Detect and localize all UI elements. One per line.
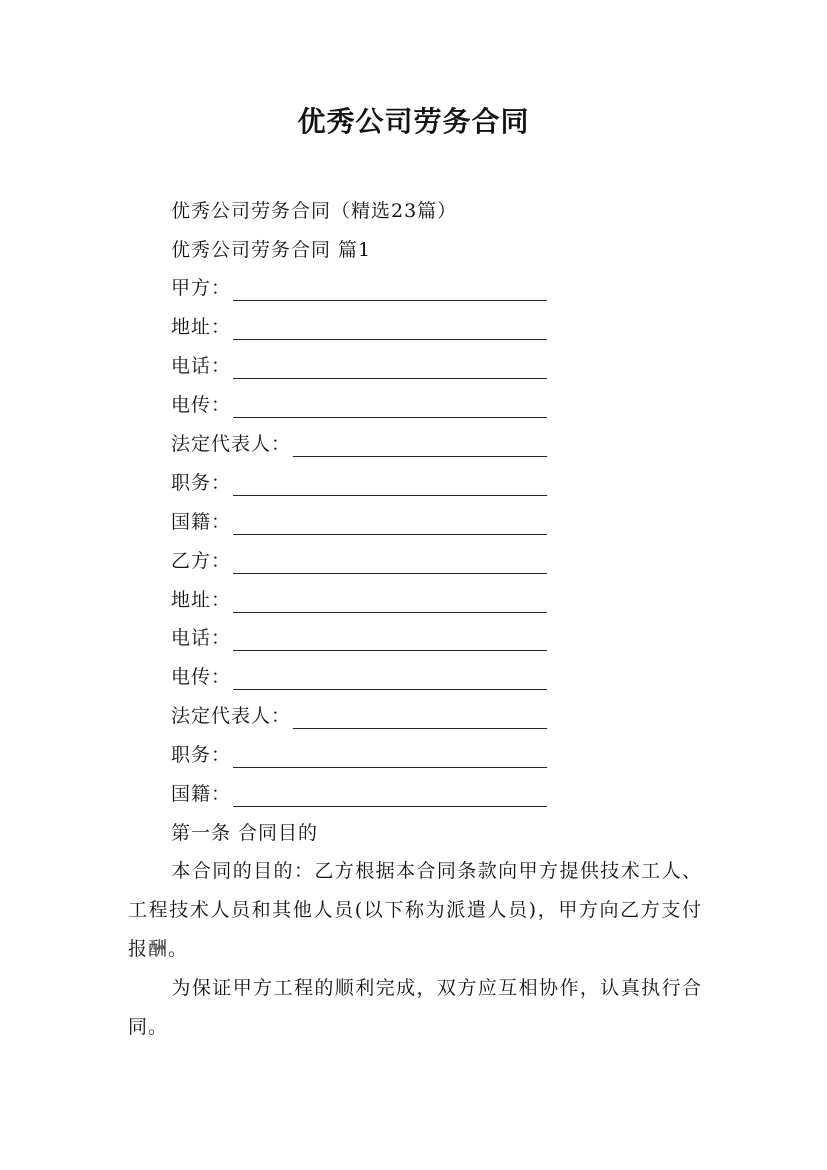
document-title: 优秀公司劳务合同 — [297, 105, 530, 138]
party-b-phone-field — [171, 625, 547, 651]
article-heading: 第一条 合同目的 — [171, 822, 319, 844]
paragraph-text: 本合同的目的：乙方根据本合同条款向甲方提供技术工人、工程技术人员和其他人员(以下称为派遣人员)，甲方向乙方支付报酬。 — [128, 860, 702, 960]
fill-in-blank — [293, 436, 547, 457]
fill-in-blank — [233, 319, 547, 340]
body-paragraph — [128, 969, 702, 1047]
field-label: 职务： — [171, 472, 232, 494]
field-label: 国籍： — [171, 783, 232, 805]
party-b-legal-rep-field — [171, 703, 547, 729]
fill-in-blank — [233, 592, 547, 613]
party-a-field — [171, 275, 547, 301]
field-label: 法定代表人： — [171, 433, 292, 455]
body-paragraph — [128, 852, 702, 968]
field-label: 电传： — [171, 666, 232, 688]
fill-in-blank — [233, 747, 547, 768]
field-label: 电传： — [171, 394, 232, 416]
fill-in-blank — [233, 514, 547, 535]
party-b-telex-field — [171, 664, 547, 690]
field-label: 电话： — [171, 627, 232, 649]
field-label: 国籍： — [171, 511, 232, 533]
field-label: 乙方： — [171, 550, 232, 572]
field-label: 地址： — [171, 589, 232, 611]
field-label: 地址： — [171, 316, 232, 338]
fill-in-blank — [233, 358, 547, 379]
party-a-nationality-field — [171, 509, 547, 535]
fill-in-blank — [233, 553, 547, 574]
party-b-nationality-field — [171, 781, 547, 807]
fill-in-blank — [233, 397, 547, 418]
party-b-address-field — [171, 587, 547, 613]
document-subtitle: 优秀公司劳务合同（精选23篇） — [171, 200, 458, 222]
party-a-legal-rep-field — [171, 431, 547, 457]
fill-in-blank — [233, 786, 547, 807]
field-label: 法定代表人： — [171, 705, 292, 727]
party-a-telex-field — [171, 392, 547, 418]
fill-in-blank — [233, 630, 547, 651]
fill-in-blank — [233, 280, 547, 301]
party-a-address-field — [171, 314, 547, 340]
field-label: 甲方： — [171, 277, 232, 299]
fill-in-blank — [233, 475, 547, 496]
party-a-position-field — [171, 470, 547, 496]
fill-in-blank — [293, 708, 547, 729]
fill-in-blank — [233, 669, 547, 690]
party-b-position-field — [171, 742, 547, 768]
field-label: 电话： — [171, 355, 232, 377]
paragraph-text: 为保证甲方工程的顺利完成，双方应互相协作，认真执行合同。 — [128, 977, 702, 1038]
section-title: 优秀公司劳务合同 篇1 — [171, 239, 372, 261]
party-a-phone-field — [171, 353, 547, 379]
field-label: 职务： — [171, 744, 232, 766]
party-b-field — [171, 548, 547, 574]
